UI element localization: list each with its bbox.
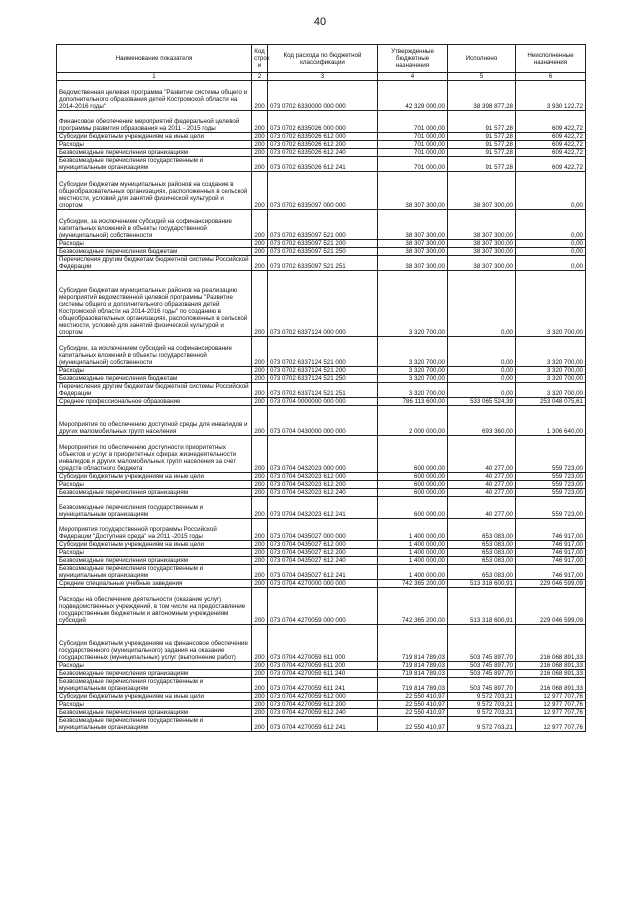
approved-amount-cell: 600 000,00 xyxy=(378,473,448,481)
unexecuted-amount-cell: 229 046 599,09 xyxy=(516,580,586,588)
executed-amount-cell: 503 745 897,70 xyxy=(448,670,516,678)
indicator-name-cell: Расходы xyxy=(57,481,252,489)
approved-amount-cell: 600 000,00 xyxy=(378,489,448,497)
executed-amount-cell: 38 307 300,00 xyxy=(448,240,516,248)
unexecuted-amount-cell: 3 320 700,00 xyxy=(516,271,586,337)
table-row xyxy=(57,489,586,497)
line-code-cell: 200 xyxy=(252,662,268,670)
line-code-cell: 200 xyxy=(252,670,268,678)
approved-amount-cell: 719 814 789,03 xyxy=(378,670,448,678)
line-code-cell: 200 xyxy=(252,473,268,481)
indicator-name-cell: Безвозмездные перечисления бюджетам xyxy=(57,248,252,256)
line-code-cell: 200 xyxy=(252,588,268,625)
column-number: 1 xyxy=(57,73,252,81)
unexecuted-amount-cell: 559 723,00 xyxy=(516,489,586,497)
table-row xyxy=(57,519,586,541)
budget-code-cell: 073 0702 6335097 000 000 xyxy=(268,172,378,210)
executed-amount-cell: 653 083,00 xyxy=(448,541,516,549)
unexecuted-amount-cell: 746 917,00 xyxy=(516,549,586,557)
column-number: 5 xyxy=(448,73,516,81)
indicator-name-cell: Среднее профессиональное образование xyxy=(57,398,252,406)
indicator-name-cell: Финансовое обеспечение мероприятий федеральной целевой программы развития образования на 2011 - 2015 годы xyxy=(57,111,252,133)
table-row xyxy=(57,436,586,473)
line-code-cell: 200 xyxy=(252,271,268,337)
line-code-cell: 200 xyxy=(252,81,268,111)
budget-code-cell: 073 0702 6335026 612 200 xyxy=(268,141,378,149)
budget-code-cell: 073 0702 6337124 521 000 xyxy=(268,337,378,367)
line-code-cell: 200 xyxy=(252,519,268,541)
indicator-name-cell: Мероприятия государственной программы Российской Федерации "Доступная среда" на 2011 -2015 годы xyxy=(57,519,252,541)
header-indicator-name: Наименование показателя xyxy=(57,45,252,73)
indicator-name-cell: Безвозмездные перечисления организациям xyxy=(57,709,252,717)
executed-amount-cell: 38 307 300,00 xyxy=(448,210,516,240)
executed-amount-cell: 513 318 600,91 xyxy=(448,580,516,588)
column-number: 3 xyxy=(268,73,378,81)
executed-amount-cell: 503 745 897,70 xyxy=(448,625,516,662)
line-code-cell: 200 xyxy=(252,497,268,519)
header-row xyxy=(57,45,586,73)
indicator-name-cell: Субсидии бюджетным учреждениям на иные цели xyxy=(57,693,252,701)
indicator-name-cell: Расходы xyxy=(57,701,252,709)
header-unexecuted-assignments: Неисполненные назначения xyxy=(516,45,586,73)
unexecuted-amount-cell: 253 048 075,61 xyxy=(516,398,586,406)
header-budget-classification-code: Код расхода по бюджетной классификации xyxy=(268,45,378,73)
table-row xyxy=(57,625,586,662)
header-approved-assignments: Утвержденные бюджетные назначения xyxy=(378,45,448,73)
executed-amount-cell: 0,00 xyxy=(448,383,516,398)
line-code-cell: 200 xyxy=(252,709,268,717)
indicator-name-cell: Ведомственная целевая программа "Развитие системы общего и дополнительного образования детей Костромской области на 2014-2016 годы" xyxy=(57,81,252,111)
line-code-cell: 200 xyxy=(252,111,268,133)
approved-amount-cell: 1 400 000,00 xyxy=(378,519,448,541)
line-code-cell: 200 xyxy=(252,557,268,565)
indicator-name-cell: Безвозмездные перечисления государственным и муниципальным организациям xyxy=(57,157,252,172)
indicator-name-cell: Безвозмездные перечисления государственным и муниципальным организациям xyxy=(57,678,252,693)
unexecuted-amount-cell: 3 320 700,00 xyxy=(516,337,586,367)
executed-amount-cell: 653 083,00 xyxy=(448,565,516,580)
budget-code-cell: 073 0704 4270059 611 000 xyxy=(268,625,378,662)
approved-amount-cell: 1 400 000,00 xyxy=(378,565,448,580)
budget-code-cell: 073 0704 0430000 000 000 xyxy=(268,406,378,436)
budget-code-cell: 073 0704 4270059 612 241 xyxy=(268,717,378,732)
approved-amount-cell: 742 365 200,00 xyxy=(378,580,448,588)
unexecuted-amount-cell: 746 917,00 xyxy=(516,541,586,549)
line-code-cell: 200 xyxy=(252,625,268,662)
unexecuted-amount-cell: 3 320 700,00 xyxy=(516,367,586,375)
budget-code-cell: 073 0702 6337124 521 200 xyxy=(268,367,378,375)
executed-amount-cell: 9 572 703,21 xyxy=(448,709,516,717)
indicator-name-cell: Безвозмездные перечисления организациям xyxy=(57,489,252,497)
indicator-name-cell: Расходы xyxy=(57,367,252,375)
line-code-cell: 200 xyxy=(252,406,268,436)
table-row xyxy=(57,271,586,337)
unexecuted-amount-cell: 3 320 700,00 xyxy=(516,383,586,398)
budget-code-cell: 073 0704 0432023 612 200 xyxy=(268,481,378,489)
indicator-name-cell: Субсидии бюджетным учреждениям на иные цели xyxy=(57,541,252,549)
table-row xyxy=(57,149,586,157)
approved-amount-cell: 22 550 410,97 xyxy=(378,701,448,709)
table-row xyxy=(57,406,586,436)
line-code-cell: 200 xyxy=(252,172,268,210)
approved-amount-cell: 2 000 000,00 xyxy=(378,406,448,436)
indicator-name-cell: Субсидии бюджетам муниципальных районов на создание в общеобразовательных организациях, расположенных в сельской местности, условий для занятий физической культурой и спортом xyxy=(57,172,252,210)
approved-amount-cell: 719 814 789,03 xyxy=(378,678,448,693)
table-row xyxy=(57,210,586,240)
indicator-name-cell: Расходы xyxy=(57,662,252,670)
table-row xyxy=(57,141,586,149)
approved-amount-cell: 3 320 700,00 xyxy=(378,383,448,398)
executed-amount-cell: 91 577,28 xyxy=(448,157,516,172)
indicator-name-cell: Безвозмездные перечисления организациям xyxy=(57,557,252,565)
unexecuted-amount-cell: 609 422,72 xyxy=(516,157,586,172)
approved-amount-cell: 22 550 410,97 xyxy=(378,693,448,701)
table-row xyxy=(57,662,586,670)
header-executed: Исполнено xyxy=(448,45,516,73)
budget-code-cell: 073 0702 6335026 612 000 xyxy=(268,133,378,141)
indicator-name-cell: Безвозмездные перечисления государственным и муниципальным организациям xyxy=(57,565,252,580)
unexecuted-amount-cell: 609 422,72 xyxy=(516,141,586,149)
unexecuted-amount-cell: 216 068 891,33 xyxy=(516,678,586,693)
line-code-cell: 200 xyxy=(252,678,268,693)
approved-amount-cell: 701 000,00 xyxy=(378,157,448,172)
budget-code-cell: 073 0704 4270059 000 000 xyxy=(268,588,378,625)
budget-code-cell: 073 0702 6335026 612 240 xyxy=(268,149,378,157)
approved-amount-cell: 38 307 300,00 xyxy=(378,210,448,240)
table-row xyxy=(57,248,586,256)
approved-amount-cell: 600 000,00 xyxy=(378,436,448,473)
indicator-name-cell: Субсидии, за исключением субсидий на софинансирование капитальных вложений в объекты государственной (муниципальной) собственности xyxy=(57,337,252,367)
approved-amount-cell: 38 307 300,00 xyxy=(378,240,448,248)
unexecuted-amount-cell: 609 422,72 xyxy=(516,149,586,157)
approved-amount-cell: 38 307 300,00 xyxy=(378,172,448,210)
unexecuted-amount-cell: 746 917,00 xyxy=(516,565,586,580)
line-code-cell: 200 xyxy=(252,149,268,157)
executed-amount-cell: 653 083,00 xyxy=(448,519,516,541)
line-code-cell: 200 xyxy=(252,375,268,383)
indicator-name-cell: Перечисления другим бюджетам бюджетной системы Российской Федерации xyxy=(57,256,252,271)
budget-code-cell: 073 0704 0432023 612 240 xyxy=(268,489,378,497)
table-row xyxy=(57,133,586,141)
table-row xyxy=(57,541,586,549)
approved-amount-cell: 3 320 700,00 xyxy=(378,375,448,383)
line-code-cell: 200 xyxy=(252,210,268,240)
indicator-name-cell: Безвозмездные перечисления организациям xyxy=(57,149,252,157)
table-row xyxy=(57,580,586,588)
budget-code-cell: 073 0704 0432023 612 241 xyxy=(268,497,378,519)
indicator-name-cell: Субсидии, за исключением субсидий на софинансирование капитальных вложений в объекты государственной (муниципальной) собственности xyxy=(57,210,252,240)
column-number: 4 xyxy=(378,73,448,81)
table-row xyxy=(57,549,586,557)
budget-code-cell: 073 0704 0435027 612 240 xyxy=(268,557,378,565)
budget-code-cell: 073 0704 0435027 612 241 xyxy=(268,565,378,580)
unexecuted-amount-cell: 559 723,00 xyxy=(516,473,586,481)
unexecuted-amount-cell: 12 977 707,76 xyxy=(516,717,586,732)
executed-amount-cell: 40 277,00 xyxy=(448,497,516,519)
executed-amount-cell: 513 318 600,91 xyxy=(448,588,516,625)
indicator-name-cell: Субсидии бюджетным учреждениям на иные цели xyxy=(57,133,252,141)
executed-amount-cell: 91 577,28 xyxy=(448,149,516,157)
executed-amount-cell: 38 398 877,28 xyxy=(448,81,516,111)
unexecuted-amount-cell: 746 917,00 xyxy=(516,519,586,541)
table-row xyxy=(57,701,586,709)
executed-amount-cell: 0,00 xyxy=(448,367,516,375)
table-row xyxy=(57,172,586,210)
approved-amount-cell: 786 113 600,00 xyxy=(378,398,448,406)
approved-amount-cell: 1 400 000,00 xyxy=(378,541,448,549)
approved-amount-cell: 701 000,00 xyxy=(378,111,448,133)
budget-code-cell: 073 0702 6335026 612 241 xyxy=(268,157,378,172)
unexecuted-amount-cell: 559 723,00 xyxy=(516,497,586,519)
approved-amount-cell: 742 365 200,00 xyxy=(378,588,448,625)
budget-code-cell: 073 0702 6335097 521 000 xyxy=(268,210,378,240)
line-code-cell: 200 xyxy=(252,133,268,141)
budget-code-cell: 073 0702 6335097 521 251 xyxy=(268,256,378,271)
table-row xyxy=(57,81,586,111)
table-row xyxy=(57,588,586,625)
budget-code-cell: 073 0702 6337124 521 250 xyxy=(268,375,378,383)
unexecuted-amount-cell: 609 422,72 xyxy=(516,111,586,133)
budget-code-cell: 073 0702 6330000 000 000 xyxy=(268,81,378,111)
executed-amount-cell: 653 083,00 xyxy=(448,557,516,565)
approved-amount-cell: 3 320 700,00 xyxy=(378,271,448,337)
line-code-cell: 200 xyxy=(252,565,268,580)
indicator-name-cell: Безвозмездные перечисления государственным и муниципальным организациям xyxy=(57,497,252,519)
indicator-name-cell: Безвозмездные перечисления бюджетам xyxy=(57,375,252,383)
executed-amount-cell: 9 572 703,21 xyxy=(448,701,516,709)
table-row xyxy=(57,565,586,580)
indicator-name-cell: Средние специальные учебные заведения xyxy=(57,580,252,588)
unexecuted-amount-cell: 0,00 xyxy=(516,240,586,248)
line-code-cell: 200 xyxy=(252,141,268,149)
line-code-cell: 200 xyxy=(252,717,268,732)
table-row xyxy=(57,717,586,732)
page-number: 40 xyxy=(313,16,327,28)
unexecuted-amount-cell: 559 723,00 xyxy=(516,481,586,489)
line-code-cell: 200 xyxy=(252,693,268,701)
executed-amount-cell: 40 277,00 xyxy=(448,473,516,481)
executed-amount-cell: 91 577,28 xyxy=(448,133,516,141)
line-code-cell: 200 xyxy=(252,549,268,557)
approved-amount-cell: 1 400 000,00 xyxy=(378,557,448,565)
approved-amount-cell: 38 307 300,00 xyxy=(378,248,448,256)
unexecuted-amount-cell: 0,00 xyxy=(516,248,586,256)
approved-amount-cell: 600 000,00 xyxy=(378,497,448,519)
executed-amount-cell: 533 065 524,39 xyxy=(448,398,516,406)
line-code-cell: 200 xyxy=(252,337,268,367)
budget-execution-table xyxy=(56,44,586,732)
unexecuted-amount-cell: 229 046 599,09 xyxy=(516,588,586,625)
table-row xyxy=(57,497,586,519)
indicator-name-cell: Мероприятия по обеспечению доступности приоритетных объектов и услуг в приоритетных сферах жизнедеятельности инвалидов и других маломобильных групп населения за счет средств областного бюджета xyxy=(57,436,252,473)
unexecuted-amount-cell: 746 917,00 xyxy=(516,557,586,565)
executed-amount-cell: 38 307 300,00 xyxy=(448,256,516,271)
unexecuted-amount-cell: 0,00 xyxy=(516,210,586,240)
line-code-cell: 200 xyxy=(252,383,268,398)
budget-code-cell: 073 0702 6337124 521 251 xyxy=(268,383,378,398)
indicator-name-cell: Расходы xyxy=(57,549,252,557)
executed-amount-cell: 0,00 xyxy=(448,271,516,337)
budget-code-cell: 073 0704 0000000 000 000 xyxy=(268,398,378,406)
header-line-code: Код строк и xyxy=(252,45,268,73)
indicator-name-cell: Безвозмездные перечисления организациям xyxy=(57,670,252,678)
table-row xyxy=(57,337,586,367)
unexecuted-amount-cell: 12 977 707,76 xyxy=(516,709,586,717)
indicator-name-cell: Мероприятия по обеспечению доступной среды для инвалидов и других маломобильных групп населения xyxy=(57,406,252,436)
table-row xyxy=(57,367,586,375)
budget-code-cell: 073 0704 0435027 612 000 xyxy=(268,541,378,549)
indicator-name-cell: Расходы xyxy=(57,240,252,248)
table-row xyxy=(57,398,586,406)
header-number-row xyxy=(57,73,586,81)
unexecuted-amount-cell: 3 930 122,72 xyxy=(516,81,586,111)
line-code-cell: 200 xyxy=(252,489,268,497)
budget-code-cell: 073 0704 4270059 611 241 xyxy=(268,678,378,693)
line-code-cell: 200 xyxy=(252,367,268,375)
unexecuted-amount-cell: 3 320 700,00 xyxy=(516,375,586,383)
table-row xyxy=(57,481,586,489)
budget-code-cell: 073 0704 4270059 611 240 xyxy=(268,670,378,678)
executed-amount-cell: 91 577,28 xyxy=(448,141,516,149)
approved-amount-cell: 22 550 410,97 xyxy=(378,709,448,717)
executed-amount-cell: 40 277,00 xyxy=(448,436,516,473)
line-code-cell: 200 xyxy=(252,481,268,489)
budget-code-cell: 073 0702 6337124 000 000 xyxy=(268,271,378,337)
approved-amount-cell: 701 000,00 xyxy=(378,141,448,149)
budget-code-cell: 073 0704 4270059 612 000 xyxy=(268,693,378,701)
budget-code-cell: 073 0704 4270059 612 200 xyxy=(268,701,378,709)
line-code-cell: 200 xyxy=(252,240,268,248)
approved-amount-cell: 600 000,00 xyxy=(378,481,448,489)
executed-amount-cell: 38 307 300,00 xyxy=(448,172,516,210)
executed-amount-cell: 40 277,00 xyxy=(448,489,516,497)
indicator-name-cell: Субсидии бюджетам муниципальных районов на реализацию мероприятий ведомственной целевой программы "Развитие системы общего и дополнительного образования детей Костромской области на 2014-2016 годы" по созданию в общеобразовательных организациях, расположенных в сельской местности, условий для занятий физической культурой и спортом xyxy=(57,271,252,337)
executed-amount-cell: 9 572 703,21 xyxy=(448,717,516,732)
line-code-cell: 200 xyxy=(252,541,268,549)
executed-amount-cell: 0,00 xyxy=(448,375,516,383)
line-code-cell: 200 xyxy=(252,436,268,473)
table-row xyxy=(57,157,586,172)
table-row xyxy=(57,473,586,481)
table-row xyxy=(57,678,586,693)
line-code-cell: 200 xyxy=(252,248,268,256)
indicator-name-cell: Расходы xyxy=(57,141,252,149)
table-row xyxy=(57,240,586,248)
budget-code-cell: 073 0702 6335026 000 000 xyxy=(268,111,378,133)
line-code-cell: 200 xyxy=(252,580,268,588)
executed-amount-cell: 9 572 703,21 xyxy=(448,693,516,701)
unexecuted-amount-cell: 12 977 707,76 xyxy=(516,693,586,701)
approved-amount-cell: 701 000,00 xyxy=(378,133,448,141)
executed-amount-cell: 503 745 897,70 xyxy=(448,662,516,670)
table-row xyxy=(57,709,586,717)
budget-code-cell: 073 0704 0435027 000 000 xyxy=(268,519,378,541)
unexecuted-amount-cell: 0,00 xyxy=(516,172,586,210)
executed-amount-cell: 693 360,00 xyxy=(448,406,516,436)
line-code-cell: 200 xyxy=(252,398,268,406)
indicator-name-cell: Расходы на обеспечение деятельности (оказание услуг) подведомственных учреждений, в том числе на предоставление государственным бюджетным и автономным учреждениям субсидий xyxy=(57,588,252,625)
approved-amount-cell: 719 814 789,03 xyxy=(378,662,448,670)
indicator-name-cell: Безвозмездные перечисления государственным и муниципальным организациям xyxy=(57,717,252,732)
budget-code-cell: 073 0704 0432023 612 000 xyxy=(268,473,378,481)
approved-amount-cell: 3 320 700,00 xyxy=(378,337,448,367)
approved-amount-cell: 701 000,00 xyxy=(378,149,448,157)
unexecuted-amount-cell: 216 068 891,33 xyxy=(516,670,586,678)
unexecuted-amount-cell: 12 977 707,76 xyxy=(516,701,586,709)
budget-code-cell: 073 0704 4270000 000 000 xyxy=(268,580,378,588)
table-body xyxy=(57,81,586,732)
unexecuted-amount-cell: 559 723,00 xyxy=(516,436,586,473)
executed-amount-cell: 40 277,00 xyxy=(448,481,516,489)
table-row xyxy=(57,111,586,133)
indicator-name-cell: Субсидии бюджетным учреждениям на иные цели xyxy=(57,473,252,481)
approved-amount-cell: 38 307 300,00 xyxy=(378,256,448,271)
unexecuted-amount-cell: 609 422,72 xyxy=(516,133,586,141)
table-row xyxy=(57,557,586,565)
line-code-cell: 200 xyxy=(252,701,268,709)
executed-amount-cell: 653 083,00 xyxy=(448,549,516,557)
unexecuted-amount-cell: 216 068 891,33 xyxy=(516,662,586,670)
approved-amount-cell: 3 320 700,00 xyxy=(378,367,448,375)
approved-amount-cell: 22 550 410,97 xyxy=(378,717,448,732)
table-row xyxy=(57,670,586,678)
unexecuted-amount-cell: 1 306 640,00 xyxy=(516,406,586,436)
unexecuted-amount-cell: 216 068 891,33 xyxy=(516,625,586,662)
table-row xyxy=(57,256,586,271)
executed-amount-cell: 0,00 xyxy=(448,337,516,367)
column-number: 2 xyxy=(252,73,268,81)
indicator-name-cell: Перечисления другим бюджетам бюджетной системы Российской Федерации xyxy=(57,383,252,398)
executed-amount-cell: 91 577,28 xyxy=(448,111,516,133)
executed-amount-cell: 38 307 300,00 xyxy=(448,248,516,256)
table-row xyxy=(57,693,586,701)
indicator-name-cell: Субсидии бюджетным учреждениям на финансовое обеспечение государственного (муниципального) задания на оказание государственных (муниципальных) услуг (выполнение работ) xyxy=(57,625,252,662)
budget-code-cell: 073 0704 4270059 611 200 xyxy=(268,662,378,670)
table-row xyxy=(57,375,586,383)
budget-code-cell: 073 0704 0435027 612 200 xyxy=(268,549,378,557)
approved-amount-cell: 1 400 000,00 xyxy=(378,549,448,557)
table-row xyxy=(57,383,586,398)
approved-amount-cell: 42 329 000,00 xyxy=(378,81,448,111)
budget-code-cell: 073 0702 6335097 521 200 xyxy=(268,240,378,248)
approved-amount-cell: 719 814 789,03 xyxy=(378,625,448,662)
column-number: 6 xyxy=(516,73,586,81)
line-code-cell: 200 xyxy=(252,157,268,172)
budget-code-cell: 073 0704 4270059 612 240 xyxy=(268,709,378,717)
unexecuted-amount-cell: 0,00 xyxy=(516,256,586,271)
line-code-cell: 200 xyxy=(252,256,268,271)
budget-code-cell: 073 0704 0432023 000 000 xyxy=(268,436,378,473)
table-header xyxy=(57,45,586,81)
executed-amount-cell: 503 745 897,70 xyxy=(448,678,516,693)
budget-code-cell: 073 0702 6335097 521 250 xyxy=(268,248,378,256)
